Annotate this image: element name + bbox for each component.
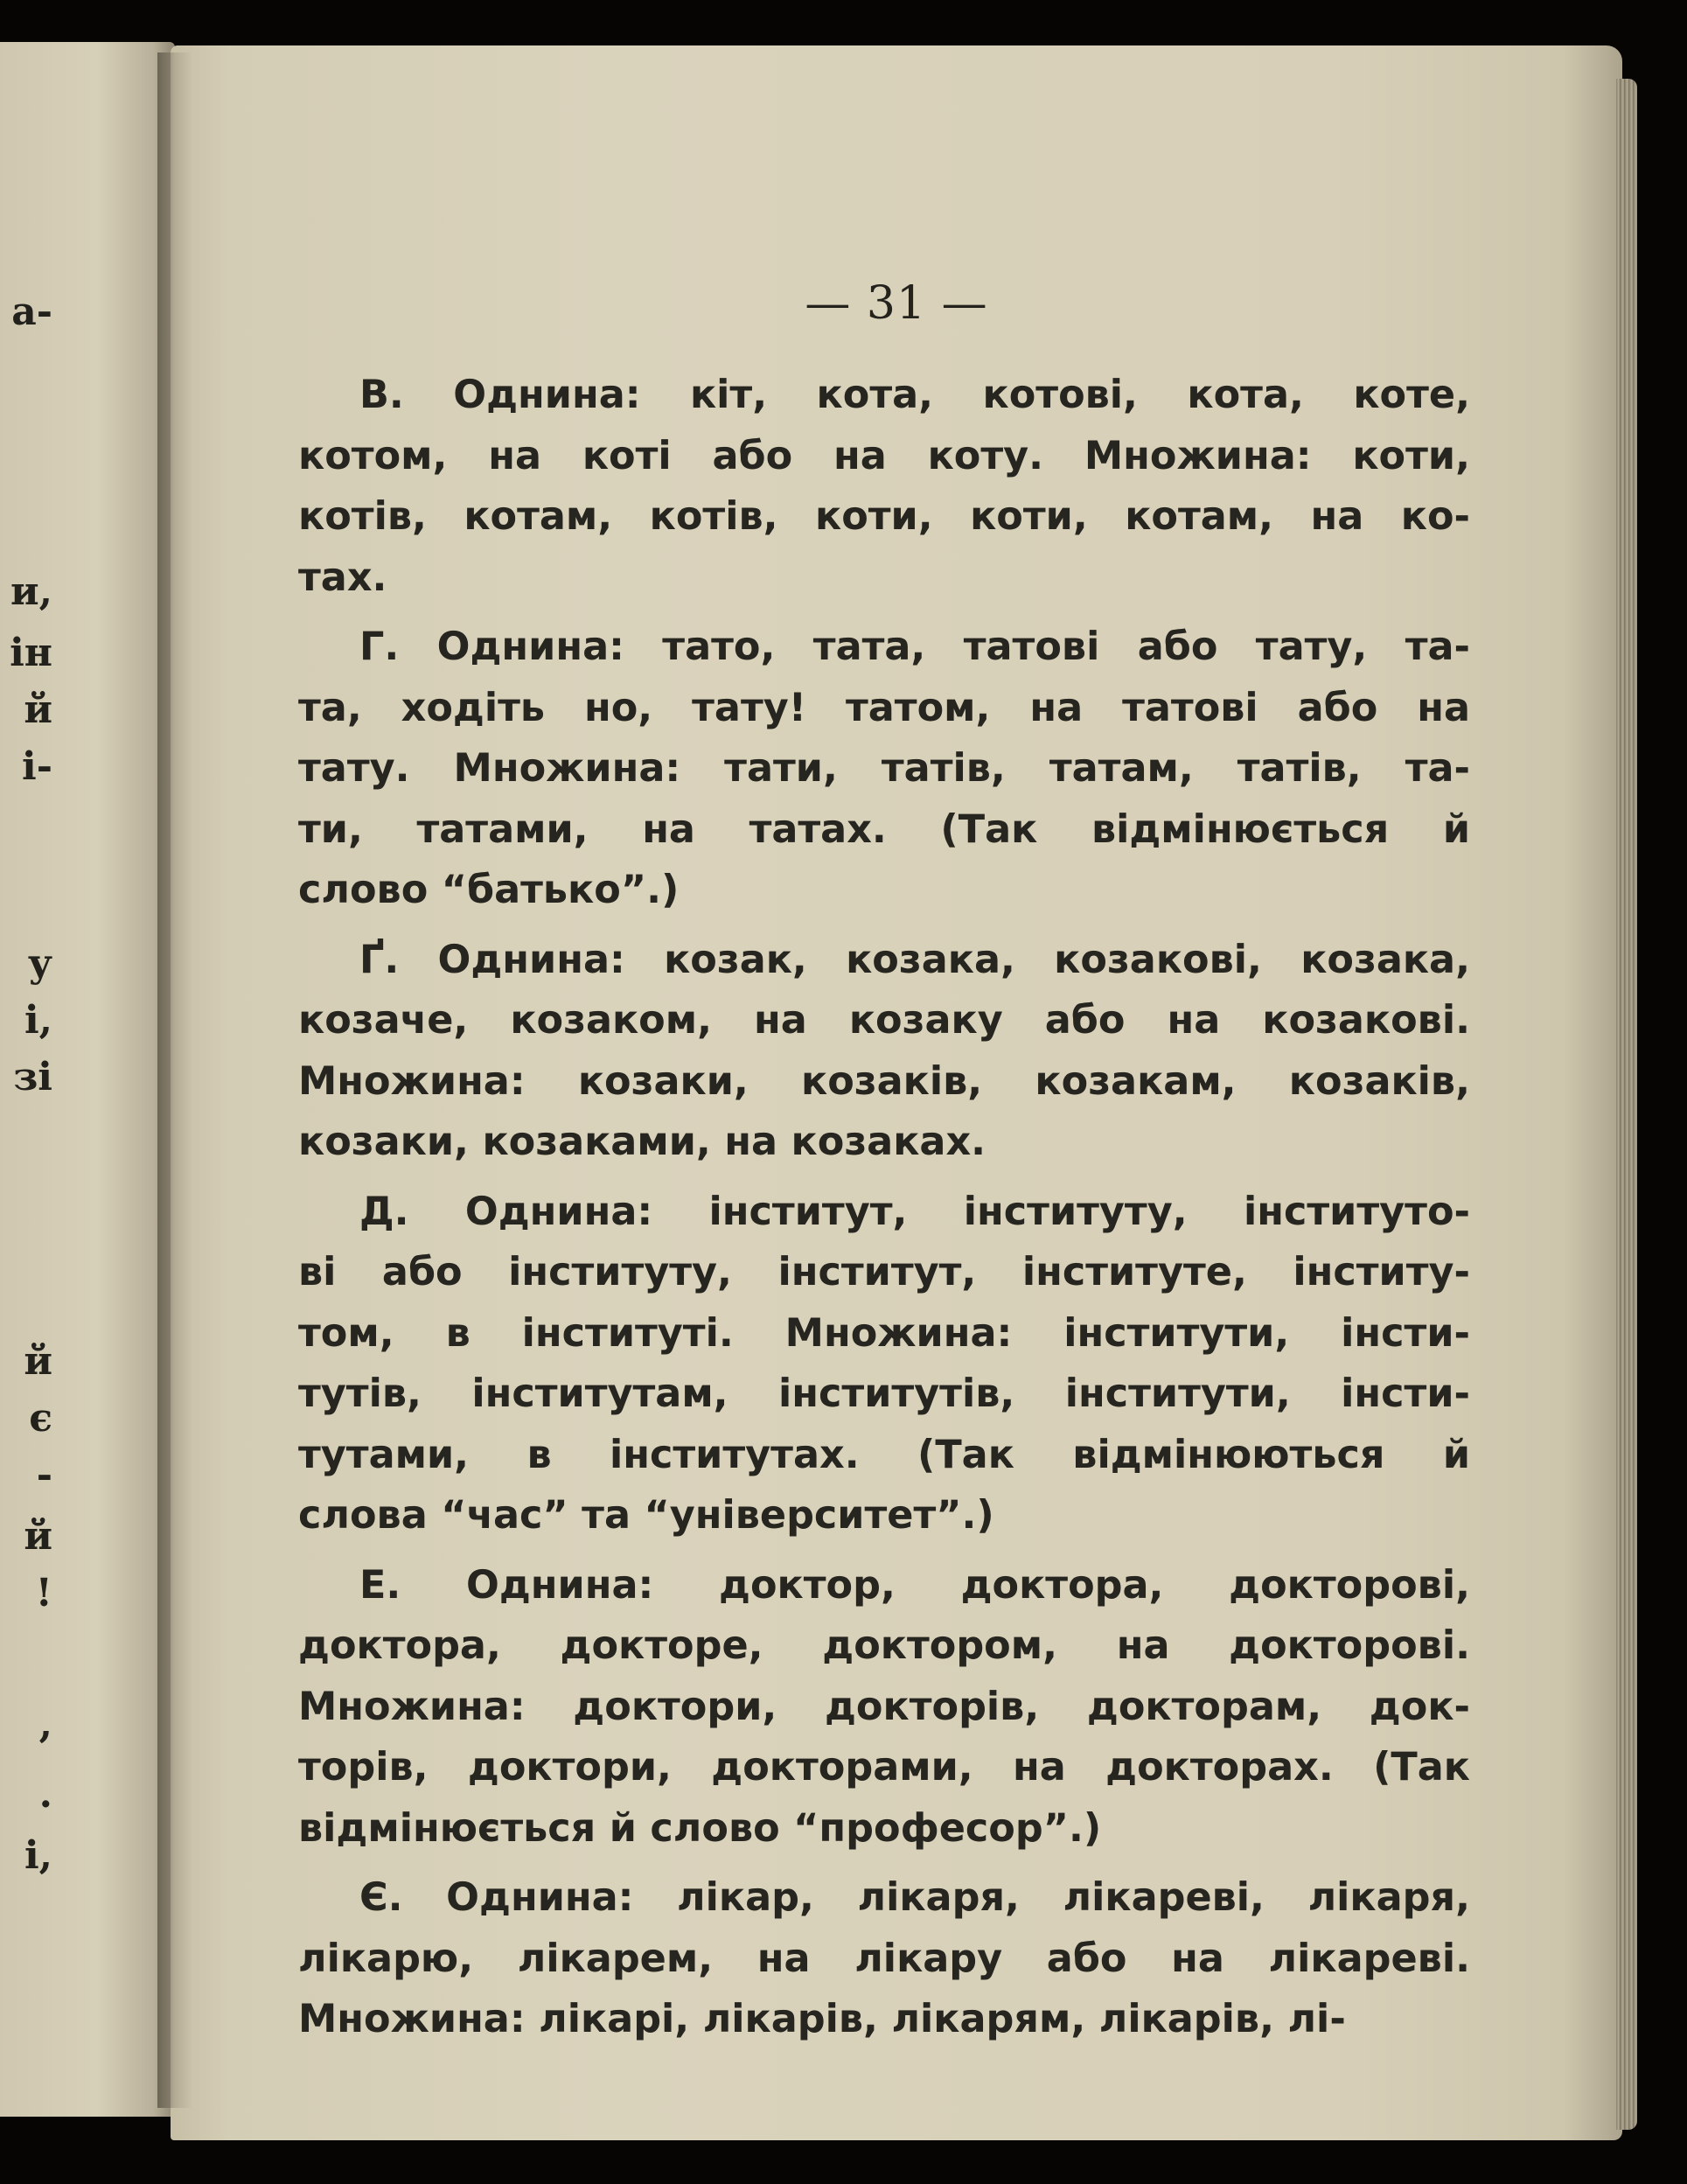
text-line: тату. Множина: тати, татів, татам, татів, та- bbox=[298, 746, 1470, 791]
text-line: та, ходіть но, тату! татом, на татові або на bbox=[298, 685, 1470, 730]
text-line: Г. Однина: тато, тата, татові або тату, та- bbox=[359, 624, 1470, 669]
paragraph-h bbox=[298, 617, 1470, 921]
text-line: В. Однина: кіт, кота, котові, кота, коте, bbox=[359, 373, 1470, 417]
left-page-fragment: й bbox=[24, 1339, 52, 1384]
paragraph-d bbox=[298, 1182, 1470, 1546]
left-page-fragment: і, bbox=[24, 1833, 52, 1878]
left-page-fragment: , bbox=[38, 1702, 52, 1747]
left-page-fragment: й bbox=[24, 1514, 52, 1559]
text-line: тах. bbox=[298, 555, 387, 600]
text-line: том, в інституті. Множина: інститути, інсти- bbox=[298, 1310, 1470, 1356]
page-edge-stack bbox=[1616, 79, 1637, 2130]
text-line: Множина: доктори, докторів, докторам, док- bbox=[298, 1684, 1470, 1729]
text-line: торів, доктори, докторами, на докторах. (Так bbox=[298, 1745, 1470, 1790]
left-page-fragment: а- bbox=[11, 290, 52, 334]
text-line: відмінюється й слово “професор”.) bbox=[298, 1805, 1102, 1851]
text-line: тутами, в інститутах. (Так відмінюються й bbox=[298, 1432, 1470, 1477]
book-gutter-shadow bbox=[157, 52, 192, 2108]
left-page-fragment: и, bbox=[10, 569, 52, 614]
text-line: Є. Однина: лікар, лікаря, лікареві, лікаря, bbox=[359, 1875, 1470, 1920]
text-line: ти, татами, на татах. (Так відмінюється й bbox=[298, 806, 1470, 852]
page-text bbox=[298, 365, 1470, 2050]
text-line: котів, котам, котів, коти, коти, котам, на ко- bbox=[298, 494, 1470, 539]
text-line: Е. Однина: доктор, доктора, докторові, bbox=[359, 1562, 1470, 1608]
left-page-fragment: і- bbox=[22, 744, 52, 789]
right-book-page bbox=[171, 45, 1622, 2140]
text-line: слово “батько”.) bbox=[298, 868, 680, 912]
page-number: — 31 — bbox=[805, 277, 988, 330]
text-line: ві або інституту, інститут, інституте, інститу- bbox=[298, 1250, 1470, 1294]
left-page-fragment: у bbox=[27, 941, 52, 986]
paragraph-v bbox=[298, 365, 1470, 608]
left-page-fragment: є bbox=[29, 1396, 52, 1441]
paragraph-ye bbox=[298, 1867, 1470, 2050]
text-line: тутів, інститутам, інститутів, інститути, інсти- bbox=[298, 1371, 1470, 1416]
left-page-fragment: і, bbox=[24, 998, 52, 1043]
left-page-fragment: . bbox=[38, 1772, 52, 1817]
paragraph-g bbox=[298, 930, 1470, 1173]
left-page-fragment: зі bbox=[13, 1055, 52, 1099]
text-line: доктора, докторе, доктором, на докторові. bbox=[298, 1623, 1470, 1668]
left-facing-page bbox=[0, 42, 175, 2117]
paragraph-e bbox=[298, 1555, 1470, 1860]
text-line: Множина: лікарі, лікарів, лікарям, лікарів, лі- bbox=[298, 1997, 1346, 2041]
left-page-fragment: ін bbox=[10, 631, 52, 675]
text-line: козаки, козаками, на козаках. bbox=[298, 1120, 986, 1164]
text-line: Множина: козаки, козаків, козакам, козаків, bbox=[298, 1058, 1470, 1104]
text-line: слова “час” та “університет”.) bbox=[298, 1493, 994, 1538]
text-line: Д. Однина: інститут, інституту, інституто- bbox=[359, 1189, 1470, 1234]
text-line: лікарю, лікарем, на лікару або на лікареві. bbox=[298, 1936, 1470, 1981]
left-page-fragment: й bbox=[24, 687, 52, 732]
text-line: котом, на коті або на коту. Множина: коти, bbox=[298, 433, 1470, 478]
text-line: Ґ. Однина: козак, козака, козакові, козака, bbox=[359, 937, 1470, 982]
text-line: козаче, козаком, на козаку або на козакові. bbox=[298, 998, 1470, 1043]
left-page-fragment: ! bbox=[35, 1571, 52, 1615]
left-page-fragment: - bbox=[36, 1453, 52, 1497]
